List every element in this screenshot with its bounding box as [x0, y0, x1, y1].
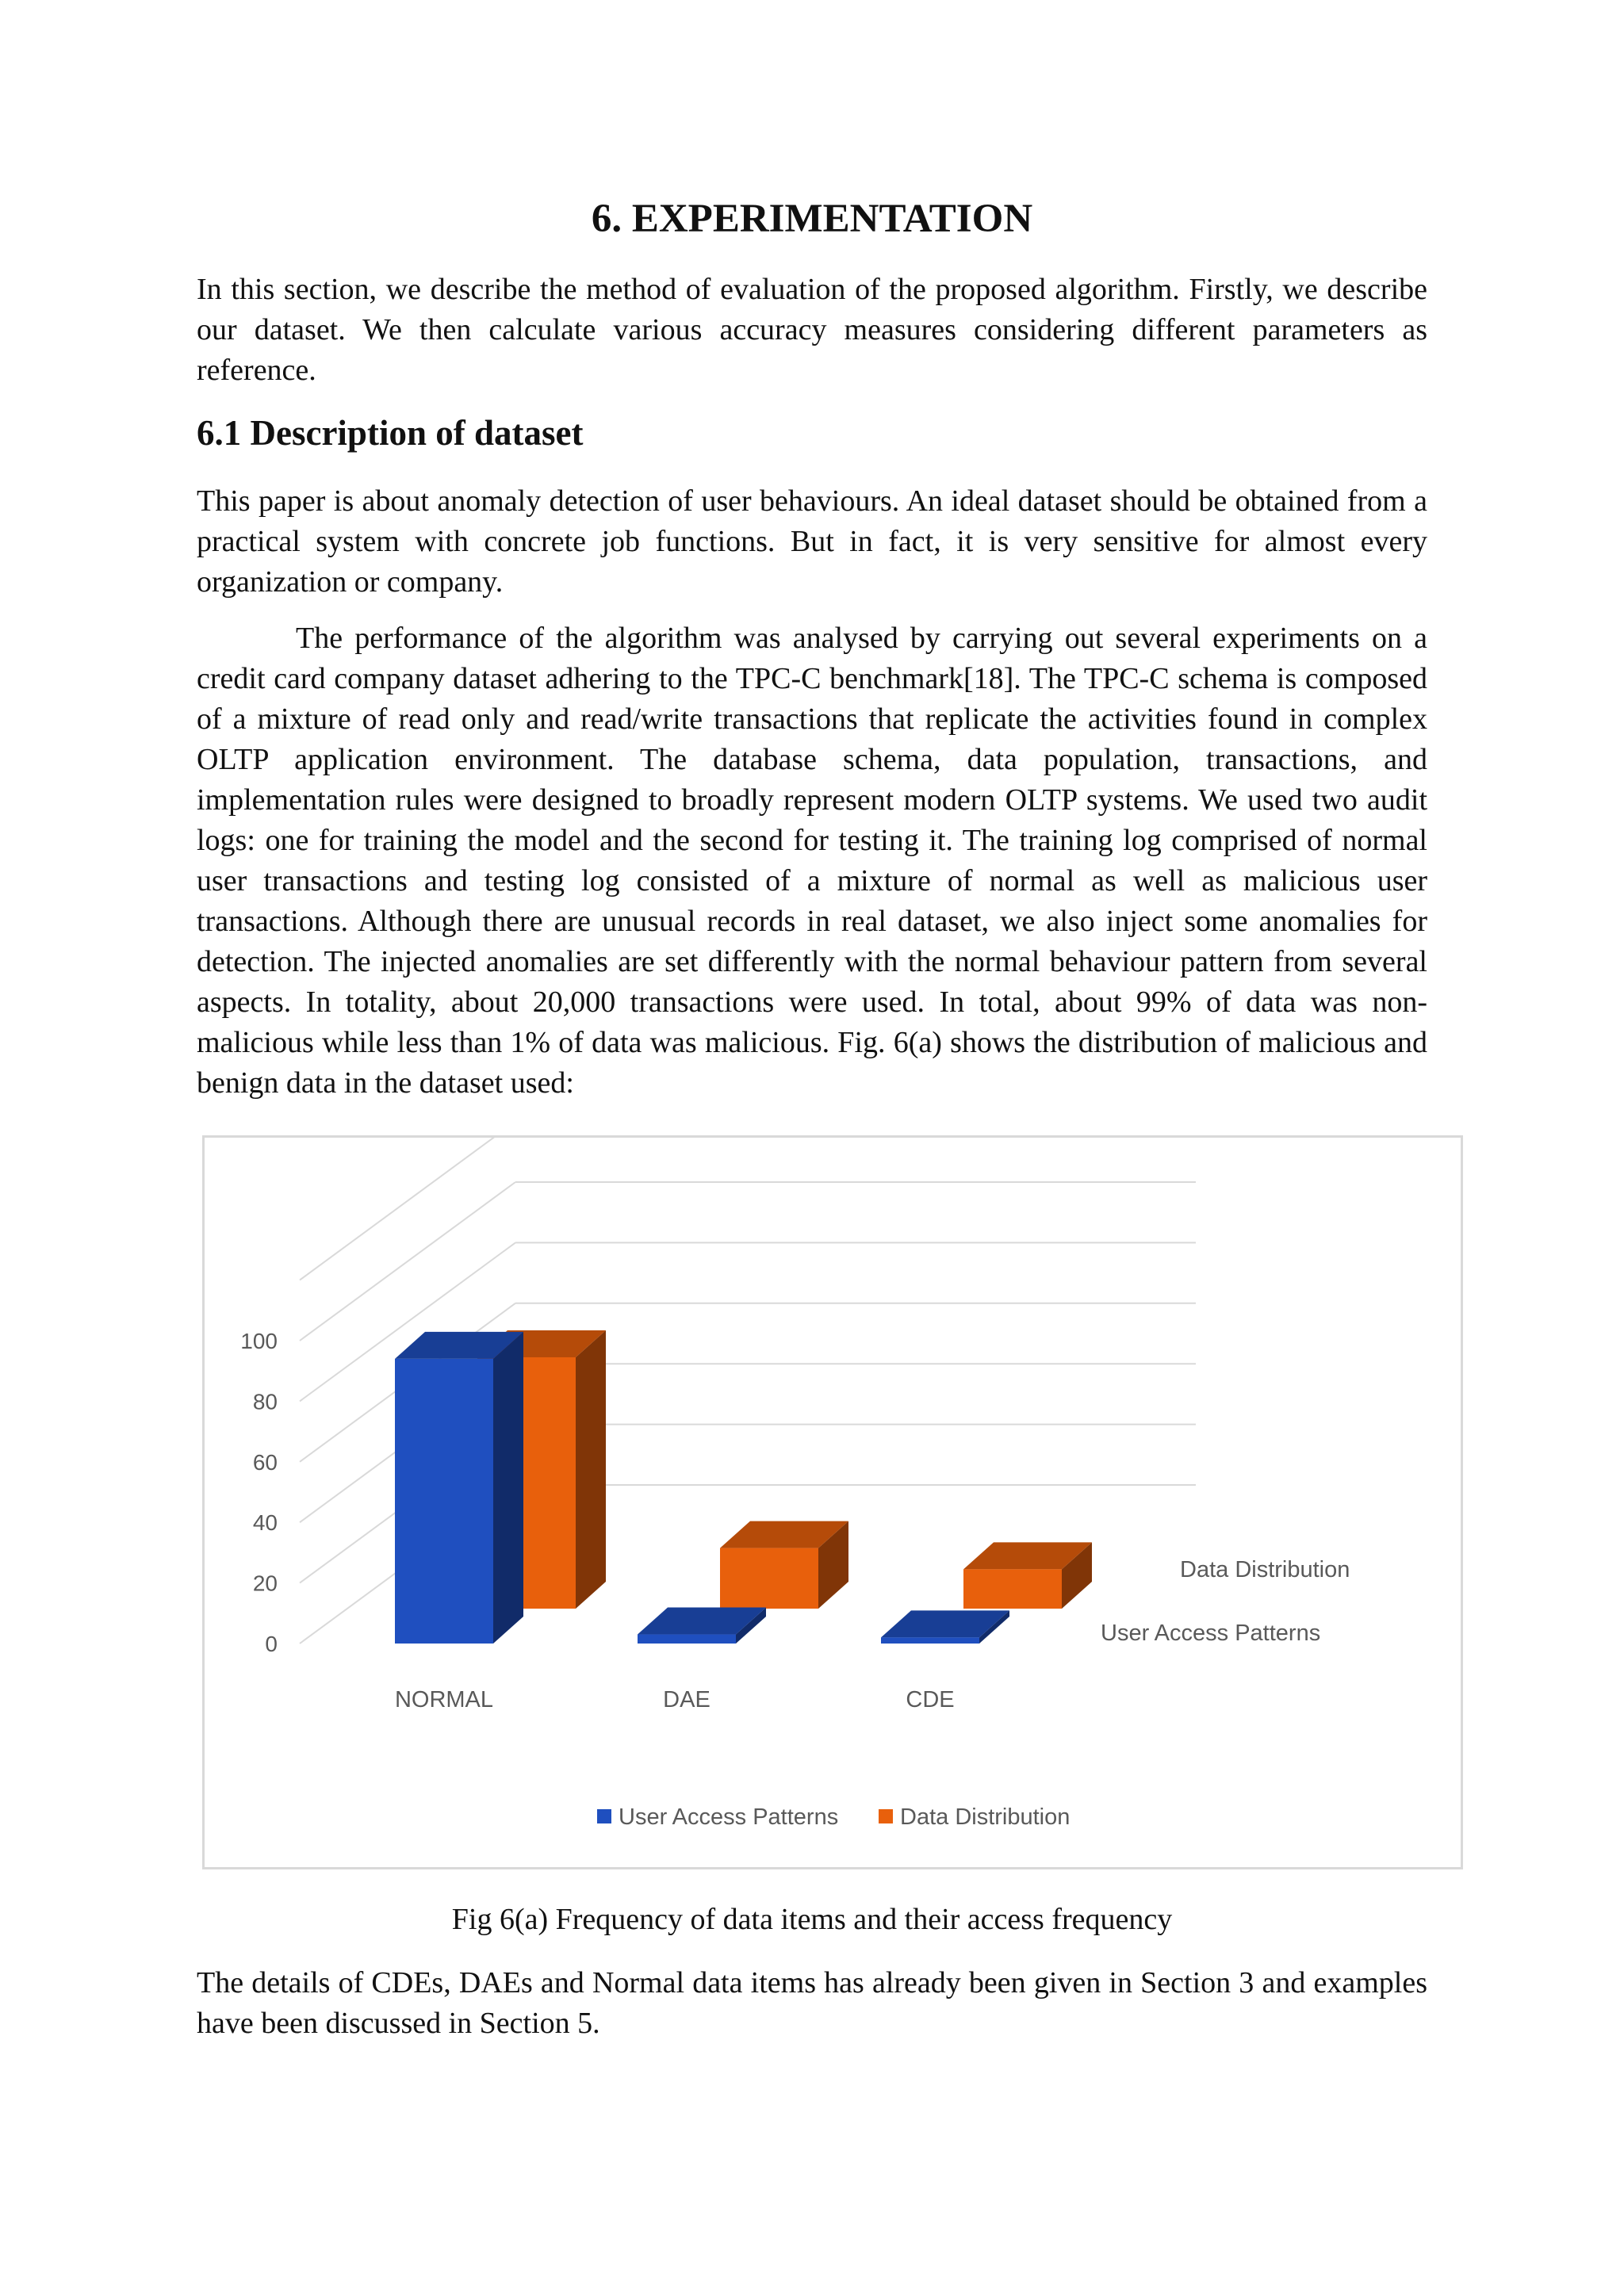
gridline-side: [300, 1182, 515, 1341]
closing-paragraph: The details of CDEs, DAEs and Normal data items has already been given in Section 3 and examples have been discussed in Section 5.: [197, 1966, 1427, 2040]
gridline-side: [300, 1138, 515, 1280]
legend-swatch: [879, 1809, 893, 1823]
section-title: 6. EXPERIMENTATION: [591, 197, 1033, 241]
y-tick-label: 0: [265, 1632, 278, 1656]
dataset-paragraph-block: [197, 481, 1427, 603]
bar-chart-3d: [205, 1138, 1461, 1867]
bar-side: [493, 1332, 523, 1644]
bar-side: [576, 1330, 606, 1609]
y-tick-label: 100: [240, 1329, 278, 1353]
depth-label-data-distribution: Data Distribution: [1180, 1557, 1350, 1582]
bar-front: [395, 1359, 493, 1644]
y-axis-ticks: [240, 1329, 278, 1656]
depth-label-user-access-patterns: User Access Patterns: [1101, 1621, 1321, 1646]
legend-label: Data Distribution: [900, 1804, 1071, 1830]
bar-front: [881, 1637, 979, 1644]
subsection-title: 6.1 Description of dataset: [197, 413, 584, 453]
dataset-paragraph-2: The performance of the algorithm was analysed by carrying out several experiments on a credit card company dataset adhering to the TPC-C benchmark[18]. The TPC-C schema is composed of a mixture of read only and read/write transactions that replicate the activities found in complex OLTP application environment. The database schema, data population, transactions, and implementation rules were designed to broadly represent modern OLTP systems. We used two audit logs: one for training the model and the second for testing it. The training log comprised of normal user transactions and testing log consisted of a mixture of normal as well as malicious user transactions. Although there are unusual records in real dataset, we also inject some anomalies for detection. The injected anomalies are set differently with the normal behaviour pattern from several aspects. In totality, about 20,000 transactions were used. In total, about 99% of data was non-malicious while less than 1% of data was malicious. Fig. 6(a) shows the distribution of malicious and benign data in the dataset used:: [197, 622, 1427, 1100]
bar-layer: [395, 1330, 1092, 1644]
category-labels: [395, 1687, 955, 1712]
chart-frame: [202, 1135, 1463, 1869]
depth-axis-labels: [1101, 1557, 1350, 1646]
legend-swatch: [597, 1809, 611, 1823]
dataset-paragraph-1: This paper is about anomaly detection of user behaviours. An ideal dataset should be obtained from a practical system with concrete job functions. But in fact, it is very sensitive for almost every organization or company.: [197, 484, 1427, 599]
category-label: DAE: [663, 1687, 710, 1712]
intro-block: [197, 270, 1427, 391]
y-tick-label: 40: [252, 1510, 278, 1536]
category-label: CDE: [906, 1687, 955, 1712]
category-label: NORMAL: [394, 1687, 494, 1712]
bar-front: [963, 1569, 1062, 1609]
dataset-paragraph-block-2: [197, 618, 1427, 1104]
y-tick-label: 20: [252, 1571, 278, 1596]
subsection-block: [197, 409, 1427, 457]
y-tick-label: 80: [252, 1389, 278, 1414]
bar-front: [638, 1635, 736, 1644]
legend-label: User Access Patterns: [619, 1804, 839, 1830]
intro-paragraph: In this section, we describe the method of evaluation of the proposed algorithm. Firstly, we describe our dataset. We then calculate various accuracy measures considering different parameters as reference.: [197, 273, 1427, 387]
y-tick-label: 60: [252, 1449, 278, 1475]
closing-block: [197, 1963, 1427, 2044]
bar-front: [720, 1548, 818, 1609]
figure-caption: Fig 6(a) Frequency of data items and their access frequency: [451, 1903, 1173, 1936]
legend: [597, 1804, 1070, 1830]
